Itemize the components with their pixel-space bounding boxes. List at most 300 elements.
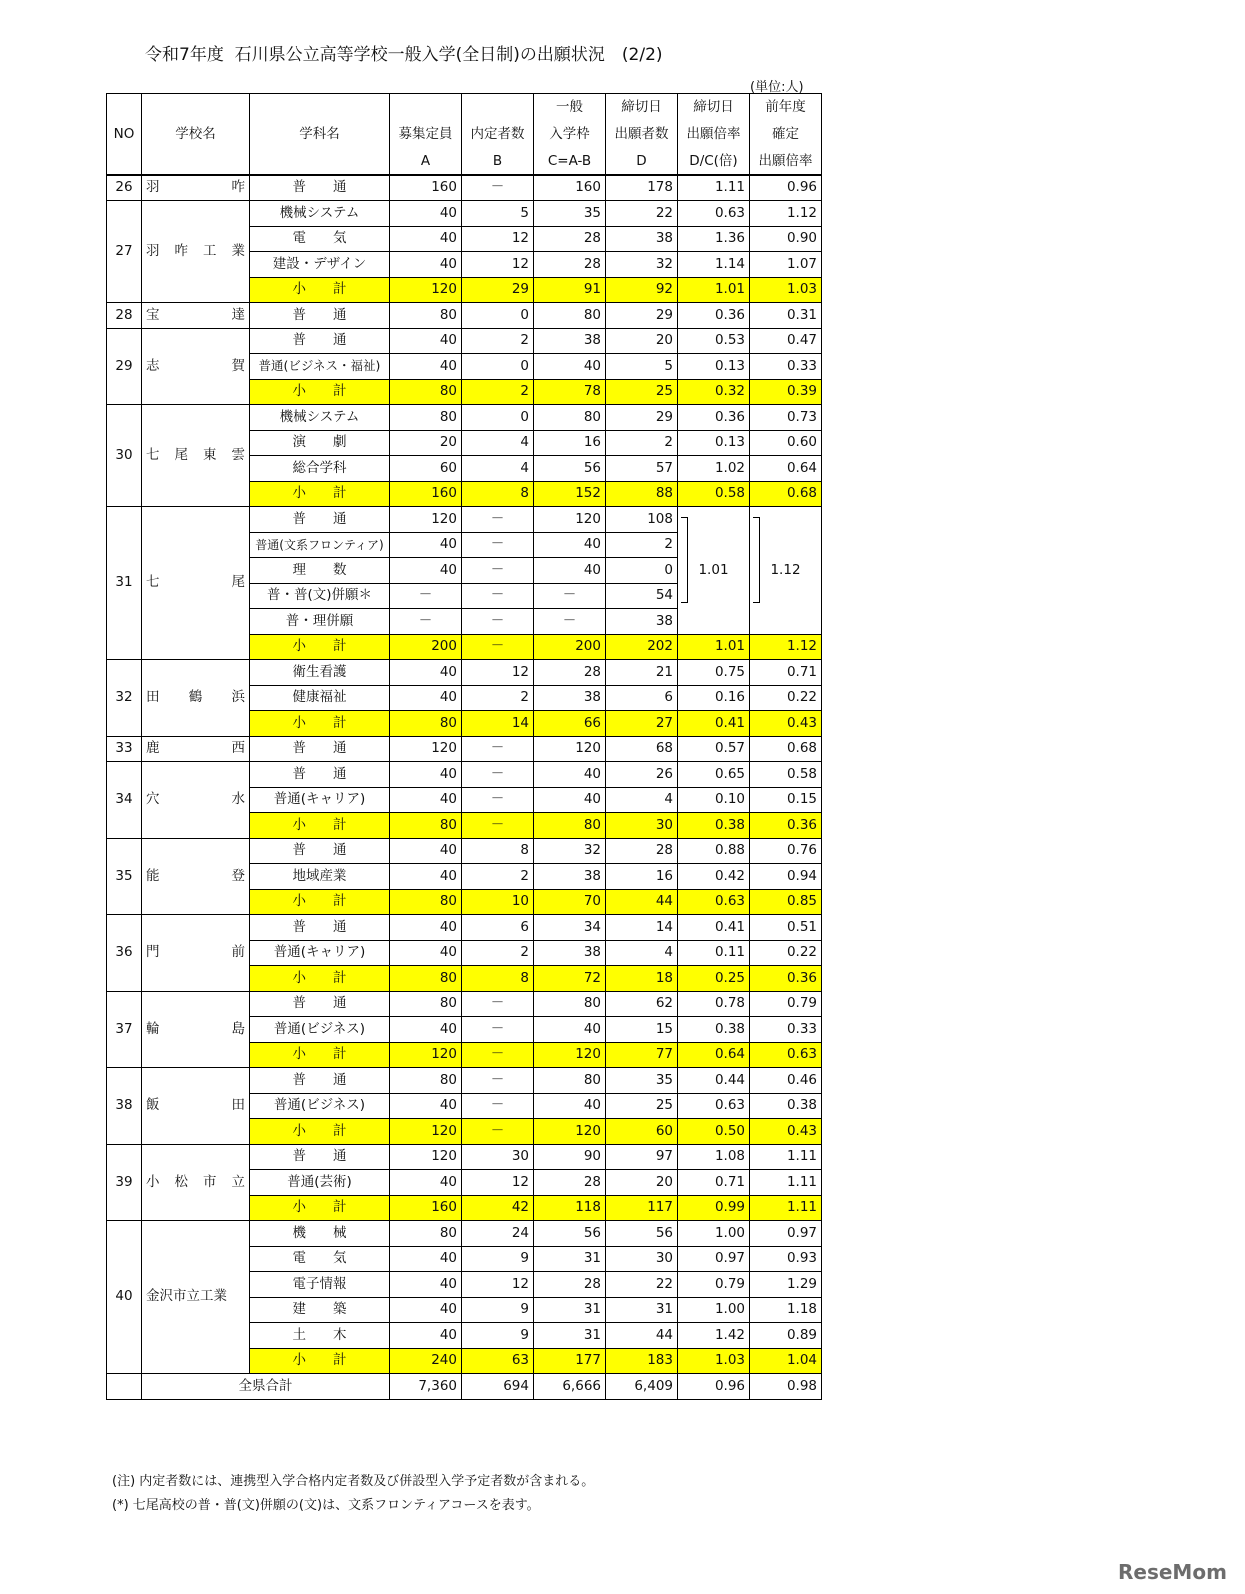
cell-a: 40 [390,838,462,864]
cell-b: 12 [462,252,534,278]
cell-a: 40 [390,558,462,584]
school-name: 鹿 西 [142,736,250,762]
school-name: 羽 咋 工 業 [142,201,250,303]
cell-ratio: 0.10 [678,787,750,813]
school-no: 26 [107,175,142,201]
header-ratio: 締切日 出願倍率 D/C(倍) [678,94,750,176]
cell-a: 40 [390,201,462,227]
cell-prev: 0.94 [750,864,822,890]
dept-name: 普・普(文)併願＊ [250,583,390,609]
cell-d: 4 [606,940,678,966]
table-row [107,303,822,329]
dept-name: 普 通 [250,736,390,762]
cell-prev: 1.11 [750,1195,822,1221]
cell-c: 80 [534,405,606,431]
school-name: 宝 達 [142,303,250,329]
dept-name: 衛生看護 [250,660,390,686]
cell-b: 30 [462,1144,534,1170]
cell-b: 8 [462,481,534,507]
cell-d: 35 [606,1068,678,1094]
cell-ratio: 0.50 [678,1119,750,1145]
cell-a: 80 [390,991,462,1017]
school-group-36 [107,915,822,992]
cell-a: 40 [390,1272,462,1298]
header-c: 一般 入学枠 C=A-B [534,94,606,176]
dept-name: 普 通 [250,328,390,354]
cell-b: － [462,787,534,813]
cell-b: 29 [462,277,534,303]
cell-d: 68 [606,736,678,762]
bracket-shape [681,517,688,603]
cell-b: 4 [462,456,534,482]
total-blank [107,1374,142,1400]
resemom-logo: ReseMom [1118,1560,1227,1584]
cell-d: 108 [606,507,678,533]
school-group-29 [107,328,822,405]
cell-d: 62 [606,991,678,1017]
dept-name: 小 計 [250,813,390,839]
cell-b: 12 [462,1272,534,1298]
cell-d: 29 [606,405,678,431]
cell-prev: 1.29 [750,1272,822,1298]
cell-a: 160 [390,1195,462,1221]
cell-ratio: 0.25 [678,966,750,992]
cell-c: 28 [534,226,606,252]
school-group-35 [107,838,822,915]
cell-prev: 0.51 [750,915,822,941]
cell-a: 40 [390,1093,462,1119]
cell-a: 120 [390,736,462,762]
header-b: 内定者数 B [462,94,534,176]
cell-b: － [462,1017,534,1043]
cell-prev: 0.76 [750,838,822,864]
cell-b: － [462,507,534,533]
cell-prev: 1.12 [750,634,822,660]
cell-b: 9 [462,1246,534,1272]
page-title: 令和7年度 石川県公立高等学校一般入学(全日制)の出願状況 (2/2) [145,45,663,65]
school-group-39 [107,1144,822,1221]
cell-b: 0 [462,405,534,431]
cell-ratio: 1.42 [678,1323,750,1349]
dept-name: 小 計 [250,481,390,507]
cell-c: 120 [534,1119,606,1145]
cell-b: － [462,813,534,839]
cell-ratio: 0.88 [678,838,750,864]
cell-prev: 0.46 [750,1068,822,1094]
school-name: 小 松 市 立 [142,1144,250,1221]
cell-d: 25 [606,379,678,405]
cell-c: 80 [534,813,606,839]
cell-d: 25 [606,1093,678,1119]
cell-d: 20 [606,328,678,354]
table-row [107,328,822,354]
cell-a: 80 [390,1068,462,1094]
cell-d: 2 [606,430,678,456]
dept-name: 小 計 [250,1119,390,1145]
merged-prev: 1.12 [750,507,822,635]
cell-ratio: 0.65 [678,762,750,788]
school-name: 志 賀 [142,328,250,405]
merged-ratio: 1.01 [678,507,750,635]
cell-prev: 0.79 [750,991,822,1017]
note-1: (注) 内定者数には、連携型入学合格内定者数及び併設型入学予定者数が含まれる。 [112,1474,595,1489]
cell-b: － [462,583,534,609]
cell-ratio: 0.63 [678,201,750,227]
dept-name: 普 通 [250,991,390,1017]
cell-c: 120 [534,507,606,533]
total-a: 7,360 [390,1374,462,1400]
cell-d: 2 [606,532,678,558]
cell-c: 120 [534,1042,606,1068]
cell-b: 24 [462,1221,534,1247]
cell-b: 42 [462,1195,534,1221]
cell-c: 200 [534,634,606,660]
cell-ratio: 0.78 [678,991,750,1017]
cell-ratio: 1.02 [678,456,750,482]
cell-c: 40 [534,1093,606,1119]
cell-ratio: 0.41 [678,915,750,941]
cell-a: 240 [390,1348,462,1374]
dept-name: 普通(キャリア) [250,787,390,813]
cell-d: 183 [606,1348,678,1374]
cell-prev: 0.15 [750,787,822,813]
cell-ratio: 0.36 [678,405,750,431]
dept-name: 普 通 [250,1068,390,1094]
cell-d: 77 [606,1042,678,1068]
cell-b: － [462,1042,534,1068]
cell-b: 2 [462,864,534,890]
cell-c: － [534,609,606,635]
school-no: 29 [107,328,142,405]
cell-d: 18 [606,966,678,992]
cell-prev: 0.47 [750,328,822,354]
school-name: 金沢市立工業 [142,1221,250,1374]
school-no: 40 [107,1221,142,1374]
table-row [107,991,822,1017]
cell-a: 120 [390,277,462,303]
cell-c: 80 [534,991,606,1017]
cell-b: 5 [462,201,534,227]
school-name: 穴 水 [142,762,250,839]
school-no: 34 [107,762,142,839]
cell-c: 40 [534,1017,606,1043]
dept-name: 演 劇 [250,430,390,456]
cell-c: 28 [534,1272,606,1298]
cell-b: － [462,1068,534,1094]
dept-name: 普通(文系フロンティア) [250,532,390,558]
school-group-30 [107,405,822,507]
cell-ratio: 0.16 [678,685,750,711]
cell-d: 22 [606,1272,678,1298]
cell-d: 0 [606,558,678,584]
cell-c: 28 [534,252,606,278]
header-d: 締切日 出願者数 D [606,94,678,176]
table-row [107,507,822,533]
cell-a: 200 [390,634,462,660]
total-b: 694 [462,1374,534,1400]
cell-prev: 0.39 [750,379,822,405]
dept-name: 総合学科 [250,456,390,482]
dept-name: 普通(ビジネス・福祉) [250,354,390,380]
cell-c: 72 [534,966,606,992]
cell-ratio: 0.58 [678,481,750,507]
dept-name: 機械システム [250,405,390,431]
cell-b: － [462,175,534,201]
cell-a: 40 [390,328,462,354]
cell-ratio: 1.36 [678,226,750,252]
cell-ratio: 1.01 [678,634,750,660]
cell-a: 40 [390,787,462,813]
header-school: 学校名 [142,94,250,176]
cell-d: 26 [606,762,678,788]
cell-b: 12 [462,1170,534,1196]
school-group-38 [107,1068,822,1145]
cell-ratio: 0.38 [678,813,750,839]
cell-b: 63 [462,1348,534,1374]
cell-d: 54 [606,583,678,609]
dept-name: 電 気 [250,1246,390,1272]
header-dept: 学科名 [250,94,390,176]
cell-a: 40 [390,660,462,686]
cell-c: 40 [534,787,606,813]
cell-c: 78 [534,379,606,405]
cell-c: 38 [534,864,606,890]
total-prev: 0.98 [750,1374,822,1400]
cell-prev: 1.11 [750,1170,822,1196]
cell-c: 28 [534,660,606,686]
cell-b: － [462,736,534,762]
dept-name: 小 計 [250,1042,390,1068]
cell-b: 2 [462,940,534,966]
cell-c: － [534,583,606,609]
school-name: 飯 田 [142,1068,250,1145]
cell-a: 160 [390,175,462,201]
cell-d: 29 [606,303,678,329]
cell-b: 9 [462,1297,534,1323]
cell-d: 21 [606,660,678,686]
cell-ratio: 0.32 [678,379,750,405]
table-row [107,915,822,941]
cell-prev: 0.71 [750,660,822,686]
table-row [107,175,822,201]
cell-a: 120 [390,1042,462,1068]
cell-d: 44 [606,1323,678,1349]
dept-name: 小 計 [250,966,390,992]
school-name: 田 鶴 浜 [142,660,250,737]
cell-c: 35 [534,201,606,227]
cell-prev: 0.22 [750,685,822,711]
cell-d: 38 [606,609,678,635]
cell-prev: 0.33 [750,354,822,380]
cell-ratio: 0.42 [678,864,750,890]
cell-b: 2 [462,685,534,711]
table-row [107,1221,822,1247]
cell-a: 80 [390,813,462,839]
cell-prev: 1.07 [750,252,822,278]
school-no: 36 [107,915,142,992]
dept-name: 機 械 [250,1221,390,1247]
cell-a: 80 [390,405,462,431]
cell-prev: 0.89 [750,1323,822,1349]
cell-b: 2 [462,328,534,354]
cell-c: 38 [534,328,606,354]
cell-ratio: 0.79 [678,1272,750,1298]
dept-name: 理 数 [250,558,390,584]
cell-c: 160 [534,175,606,201]
cell-ratio: 0.41 [678,711,750,737]
cell-ratio: 1.11 [678,175,750,201]
cell-ratio: 0.36 [678,303,750,329]
cell-ratio: 1.01 [678,277,750,303]
cell-a: 80 [390,711,462,737]
cell-d: 4 [606,787,678,813]
dept-name: 普 通 [250,838,390,864]
cell-b: － [462,1119,534,1145]
cell-a: 40 [390,1017,462,1043]
cell-a: 120 [390,507,462,533]
cell-prev: 0.90 [750,226,822,252]
cell-ratio: 0.75 [678,660,750,686]
cell-c: 16 [534,430,606,456]
school-group-32 [107,660,822,737]
cell-prev: 0.38 [750,1093,822,1119]
school-name: 羽 咋 [142,175,250,201]
cell-c: 120 [534,736,606,762]
cell-prev: 0.43 [750,1119,822,1145]
cell-d: 27 [606,711,678,737]
header-no: NO [107,94,142,176]
school-group-28 [107,303,822,329]
cell-a: － [390,609,462,635]
cell-prev: 0.96 [750,175,822,201]
cell-d: 22 [606,201,678,227]
cell-a: 20 [390,430,462,456]
school-no: 39 [107,1144,142,1221]
school-group-40 [107,1221,822,1374]
cell-b: － [462,532,534,558]
cell-d: 97 [606,1144,678,1170]
cell-ratio: 0.63 [678,1093,750,1119]
total-row [107,1374,822,1400]
cell-ratio: 0.44 [678,1068,750,1094]
cell-c: 80 [534,1068,606,1094]
cell-d: 57 [606,456,678,482]
cell-d: 15 [606,1017,678,1043]
cell-d: 117 [606,1195,678,1221]
cell-d: 6 [606,685,678,711]
cell-ratio: 1.00 [678,1221,750,1247]
cell-d: 16 [606,864,678,890]
cell-b: － [462,609,534,635]
dept-name: 普 通 [250,1144,390,1170]
cell-c: 34 [534,915,606,941]
cell-b: 0 [462,303,534,329]
cell-c: 40 [534,558,606,584]
cell-a: 80 [390,1221,462,1247]
dept-name: 健康福祉 [250,685,390,711]
cell-c: 40 [534,762,606,788]
cell-c: 32 [534,838,606,864]
cell-prev: 0.60 [750,430,822,456]
cell-d: 178 [606,175,678,201]
cell-a: 40 [390,762,462,788]
school-no: 31 [107,507,142,660]
cell-c: 56 [534,1221,606,1247]
cell-ratio: 1.14 [678,252,750,278]
cell-c: 38 [534,685,606,711]
total-ratio: 0.96 [678,1374,750,1400]
dept-name: 普通(ビジネス) [250,1093,390,1119]
dept-name: 普通(ビジネス) [250,1017,390,1043]
dept-name: 建 築 [250,1297,390,1323]
cell-d: 31 [606,1297,678,1323]
cell-a: 40 [390,940,462,966]
cell-c: 31 [534,1297,606,1323]
school-no: 28 [107,303,142,329]
dept-name: 小 計 [250,711,390,737]
cell-b: 9 [462,1323,534,1349]
dept-name: 小 計 [250,634,390,660]
dept-name: 電子情報 [250,1272,390,1298]
cell-ratio: 0.53 [678,328,750,354]
header-row [107,94,822,176]
cell-a: 40 [390,532,462,558]
school-no: 38 [107,1068,142,1145]
cell-a: 80 [390,966,462,992]
cell-ratio: 1.08 [678,1144,750,1170]
cell-ratio: 0.57 [678,736,750,762]
cell-d: 56 [606,1221,678,1247]
dept-name: 小 計 [250,889,390,915]
cell-prev: 0.68 [750,736,822,762]
cell-c: 70 [534,889,606,915]
cell-b: 6 [462,915,534,941]
school-name: 七 尾 東 雲 [142,405,250,507]
dept-name: 普通(芸術) [250,1170,390,1196]
cell-prev: 0.63 [750,1042,822,1068]
cell-prev: 0.93 [750,1246,822,1272]
cell-prev: 1.11 [750,1144,822,1170]
cell-d: 92 [606,277,678,303]
note-2: (*) 七尾高校の普・普(文)併願の(文)は、文系フロンティアコースを表す。 [112,1498,540,1513]
cell-prev: 0.36 [750,813,822,839]
total-d: 6,409 [606,1374,678,1400]
table-row [107,201,822,227]
cell-prev: 0.97 [750,1221,822,1247]
table-row [107,660,822,686]
cell-a: 60 [390,456,462,482]
total-c: 6,666 [534,1374,606,1400]
cell-prev: 0.31 [750,303,822,329]
cell-a: 40 [390,252,462,278]
table-row [107,405,822,431]
cell-c: 177 [534,1348,606,1374]
cell-ratio: 1.03 [678,1348,750,1374]
cell-c: 38 [534,940,606,966]
cell-ratio: 0.71 [678,1170,750,1196]
dept-name: 建設・デザイン [250,252,390,278]
cell-d: 30 [606,1246,678,1272]
school-no: 35 [107,838,142,915]
cell-prev: 1.18 [750,1297,822,1323]
dept-name: 小 計 [250,379,390,405]
dept-name: 普・理併願 [250,609,390,635]
cell-ratio: 0.13 [678,354,750,380]
cell-prev: 0.43 [750,711,822,737]
cell-b: 14 [462,711,534,737]
cell-c: 40 [534,532,606,558]
cell-c: 91 [534,277,606,303]
